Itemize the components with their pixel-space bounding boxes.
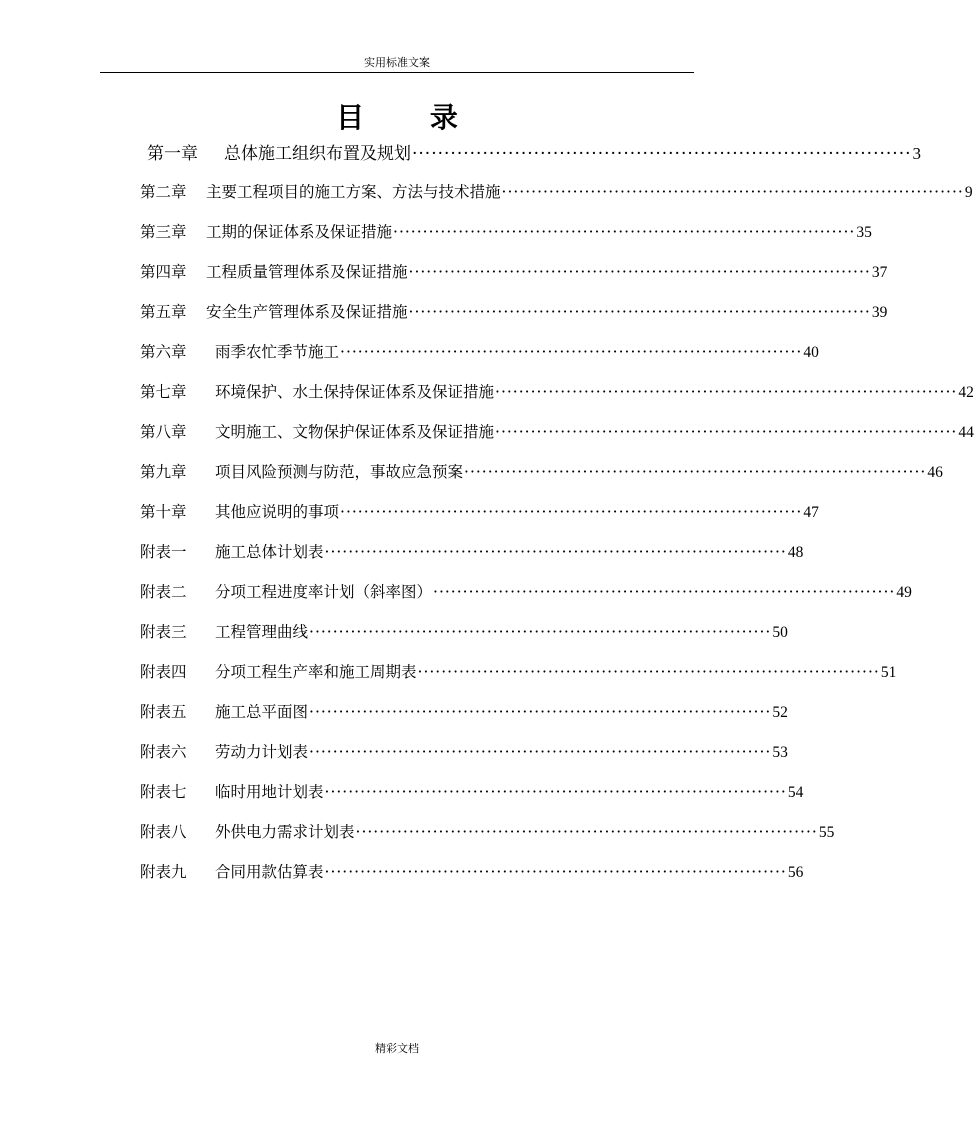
toc-entry-title: 工程质量管理体系及保证措施	[206, 263, 408, 281]
toc-entry-number: 第六章	[140, 343, 187, 361]
toc-entry[interactable]	[140, 620, 788, 644]
toc-entry-title: 环境保护、水土保持保证体系及保证措施	[215, 383, 495, 401]
toc-entry-page-number: 42	[958, 384, 974, 401]
toc-entry-number: 附表九	[140, 863, 187, 881]
toc-entry-title: 项目风险预测与防范，事故应急预案	[215, 463, 464, 481]
toc-entry-title: 工期的保证体系及保证措施	[206, 223, 393, 241]
page-footer	[0, 1042, 794, 1056]
toc-entry[interactable]	[140, 820, 835, 844]
toc-entry-page-number: 50	[772, 624, 788, 641]
toc-entry-number: 第五章	[140, 303, 187, 321]
toc-entry-page-number: 46	[927, 464, 943, 481]
toc-entry-title: 总体施工组织布置及规划	[224, 144, 411, 164]
toc-entry-leader: ··············································································	[324, 783, 787, 801]
toc-entry-page-number: 48	[787, 544, 804, 561]
toc-entry[interactable]	[140, 500, 819, 524]
toc-entry-page-number: 47	[803, 504, 819, 521]
toc-entry-title: 施工总平面图	[215, 703, 309, 721]
toc-entry-leader: ··············································································	[495, 383, 958, 401]
toc-entry[interactable]	[140, 180, 973, 204]
toc-entry-number: 附表八	[140, 823, 187, 841]
toc-entry-title: 临时用地计划表	[215, 783, 324, 801]
toc-entry-leader: ··············································································	[408, 303, 871, 321]
toc-entry[interactable]	[140, 540, 804, 564]
toc-entry-page-number: 55	[818, 824, 835, 841]
toc-entry-number: 附表二	[140, 583, 187, 601]
toc-entry-page-number: 52	[772, 704, 788, 721]
toc-entry-title: 分项工程生产率和施工周期表	[215, 663, 417, 681]
toc-entry-leader: ··············································································	[495, 423, 958, 441]
toc-entry-leader: ··············································································	[433, 583, 896, 601]
toc-entry-page-number: 9	[964, 184, 973, 201]
toc-entry-title: 其他应说明的事项	[215, 503, 340, 521]
toc-entry-page-number: 54	[787, 784, 804, 801]
toc-entry[interactable]	[140, 780, 804, 804]
toc-entry-number: 第十章	[140, 503, 187, 521]
footer-text: 精彩文档	[375, 1042, 419, 1055]
toc-entry-leader: ··············································································	[417, 663, 880, 681]
toc-entry[interactable]	[147, 142, 921, 166]
toc-entry[interactable]	[140, 340, 819, 364]
toc-entry-page-number: 49	[896, 584, 912, 601]
toc-entry-number: 第四章	[140, 263, 187, 281]
toc-entry-leader: ··············································································	[324, 863, 787, 881]
toc-entry-leader: ··············································································	[309, 703, 772, 721]
toc-entry-page-number: 53	[772, 744, 788, 761]
toc-entry-page-number: 39	[871, 304, 888, 321]
toc-entry-leader: ··············································································	[393, 223, 856, 241]
toc-entry-leader: ··············································································	[501, 183, 964, 201]
toc-entry-number: 附表七	[140, 783, 187, 801]
toc-entry-page-number: 51	[880, 664, 897, 681]
toc-entry-leader: ··············································································	[412, 144, 912, 164]
toc-entry-title: 分项工程进度率计划（斜率图）	[215, 583, 433, 601]
toc-entry[interactable]	[140, 740, 788, 764]
toc-entry-number: 第二章	[140, 183, 187, 201]
toc-entry-page-number: 40	[803, 344, 819, 361]
toc-entry-page-number: 3	[912, 144, 921, 163]
toc-entry-leader: ··············································································	[408, 263, 871, 281]
toc-entry[interactable]	[140, 260, 888, 284]
toc-entry-leader: ··············································································	[355, 823, 818, 841]
toc-entry-number: 第八章	[140, 423, 187, 441]
toc-title: 目 录	[336, 101, 486, 134]
toc-entry[interactable]	[140, 860, 804, 884]
toc-entry-page-number: 56	[787, 864, 804, 881]
toc-entry-title: 文明施工、文物保护保证体系及保证措施	[215, 423, 495, 441]
toc-entry-leader: ··············································································	[309, 743, 772, 761]
toc-entry-page-number: 44	[958, 424, 974, 441]
toc-entry-page-number: 35	[856, 224, 872, 241]
toc-entry-title: 施工总体计划表	[215, 543, 324, 561]
toc-entry-leader: ··············································································	[340, 503, 803, 521]
toc-entry[interactable]	[140, 460, 943, 484]
toc-entry-title: 劳动力计划表	[215, 743, 309, 761]
toc-entry-title: 合同用款估算表	[215, 863, 324, 881]
toc-entry[interactable]	[140, 700, 788, 724]
toc-entry-number: 第三章	[140, 223, 187, 241]
toc-entry-title: 工程管理曲线	[215, 623, 309, 641]
header-text: 实用标准文案	[364, 56, 430, 69]
toc-entry-number: 附表六	[140, 743, 187, 761]
toc-entry[interactable]	[140, 220, 872, 244]
toc-entry-number: 附表一	[140, 543, 187, 561]
toc-entry[interactable]	[140, 300, 888, 324]
toc-entry[interactable]	[140, 380, 974, 404]
toc-entry-page-number: 37	[871, 264, 888, 281]
toc-entry-number: 附表四	[140, 663, 187, 681]
toc-entry-leader: ··············································································	[324, 543, 787, 561]
toc-entry-title: 主要工程项目的施工方案、方法与技术措施	[206, 183, 501, 201]
toc-entry[interactable]	[140, 420, 974, 444]
toc-entry-number: 第九章	[140, 463, 187, 481]
toc-entry-title: 雨季农忙季节施工	[215, 343, 340, 361]
toc-entry[interactable]	[140, 580, 912, 604]
toc-entry-leader: ··············································································	[309, 623, 772, 641]
toc-entry-number: 第一章	[147, 144, 198, 164]
toc-entry-leader: ··············································································	[464, 463, 927, 481]
toc-entry-number: 第七章	[140, 383, 187, 401]
toc-entry-number: 附表三	[140, 623, 187, 641]
toc-entry-number: 附表五	[140, 703, 187, 721]
toc-entry-leader: ··············································································	[340, 343, 803, 361]
toc-entry-title: 外供电力需求计划表	[215, 823, 355, 841]
toc-entry[interactable]	[140, 660, 897, 684]
toc-entry-title: 安全生产管理体系及保证措施	[206, 303, 408, 321]
